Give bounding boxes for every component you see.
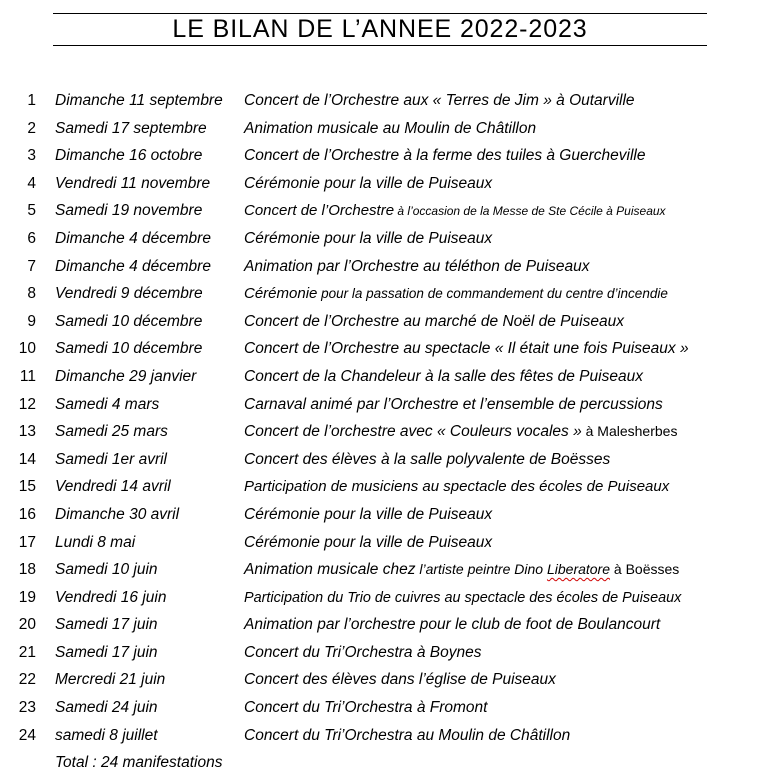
event-row bbox=[0, 612, 757, 640]
event-description-part: à Boësses bbox=[610, 561, 680, 578]
event-number: 22 bbox=[18, 671, 36, 689]
event-row bbox=[0, 667, 757, 695]
event-description-part: pour la passation de commandement du centre d’incendie bbox=[317, 286, 668, 302]
event-date: Samedi 10 juin bbox=[55, 561, 158, 579]
event-date: Dimanche 4 décembre bbox=[55, 229, 211, 247]
event-row bbox=[0, 557, 757, 585]
event-date: Samedi 1er avril bbox=[55, 450, 167, 468]
event-description: Concert du Tri’Orchestra au Moulin de Châtillon bbox=[244, 726, 571, 744]
event-date: Dimanche 16 octobre bbox=[55, 147, 203, 165]
event-row bbox=[0, 336, 757, 364]
event-row bbox=[0, 226, 757, 254]
event-description-part: Cérémonie bbox=[244, 285, 318, 303]
event-date: Samedi 24 juin bbox=[55, 699, 158, 717]
spellcheck-word: Liberatore bbox=[546, 561, 611, 578]
event-description-part: l’artiste peintre Dino bbox=[415, 561, 547, 578]
event-list bbox=[0, 88, 757, 750]
event-date: Samedi 10 décembre bbox=[55, 312, 203, 330]
event-row bbox=[0, 419, 757, 447]
title-box bbox=[53, 13, 707, 46]
event-description: Cérémonie pour la ville de Puiseaux bbox=[244, 174, 493, 192]
event-description: Concert de l’Orchestre aux « Terres de Jim » à Outarville bbox=[244, 92, 635, 109]
event-date: Samedi 4 mars bbox=[55, 395, 160, 413]
event-description: Cérémonie pour la ville de Puiseaux bbox=[244, 533, 493, 551]
event-date: Dimanche 4 décembre bbox=[55, 257, 211, 275]
event-number: 11 bbox=[19, 367, 36, 385]
event-date: Samedi 17 juin bbox=[55, 616, 158, 634]
event-number: 6 bbox=[27, 229, 36, 247]
event-date: Mercredi 21 juin bbox=[55, 671, 166, 689]
event-row bbox=[0, 254, 757, 282]
event-description-part: à Malesherbes bbox=[581, 423, 678, 440]
event-row bbox=[0, 116, 757, 144]
event-description: Cérémonie pour la ville de Puiseaux bbox=[244, 505, 493, 523]
event-number: 10 bbox=[18, 340, 36, 358]
event-number: 5 bbox=[27, 202, 36, 220]
event-number: 8 bbox=[27, 285, 36, 303]
event-date: Samedi 10 décembre bbox=[55, 340, 203, 358]
event-description: Concert du Tri’Orchestra à Fromont bbox=[244, 699, 488, 717]
event-row bbox=[0, 392, 757, 420]
event-row bbox=[0, 502, 757, 530]
event-description: Concert des élèves dans l’église de Puiseaux bbox=[244, 671, 556, 689]
event-date: Lundi 8 mai bbox=[55, 533, 136, 551]
event-date: Samedi 17 juin bbox=[55, 643, 158, 661]
event-number: 12 bbox=[18, 395, 36, 413]
event-date: Vendredi 14 avril bbox=[55, 478, 171, 496]
event-number: 18 bbox=[18, 561, 36, 579]
event-description: Animation par l’Orchestre au téléthon de Puiseaux bbox=[244, 257, 590, 275]
event-row bbox=[0, 530, 757, 558]
event-number: 19 bbox=[18, 588, 36, 606]
event-date: Samedi 25 mars bbox=[55, 423, 168, 441]
event-number: 24 bbox=[18, 726, 36, 744]
event-row bbox=[0, 695, 757, 723]
event-row bbox=[0, 143, 757, 171]
event-description-part: à l’occasion de la Messe de Ste Cécile à Puiseaux bbox=[394, 204, 666, 219]
event-description bbox=[244, 202, 666, 220]
event-number: 15 bbox=[18, 478, 36, 496]
page-title: LE BILAN DE L’ANNEE 2022-2023 bbox=[172, 15, 588, 43]
event-description-part: Concert de l’orchestre avec « Couleurs vocales » bbox=[244, 423, 582, 441]
event-row bbox=[0, 309, 757, 337]
event-number: 16 bbox=[18, 505, 36, 523]
event-date: Dimanche 11 septembre bbox=[55, 92, 223, 109]
event-date: samedi 8 juillet bbox=[55, 726, 158, 744]
event-number: 17 bbox=[18, 533, 36, 551]
event-description: Concert de l’Orchestre à la ferme des tuiles à Guercheville bbox=[244, 147, 646, 165]
event-number: 2 bbox=[27, 119, 36, 137]
event-number: 23 bbox=[18, 699, 36, 717]
event-description-part: Concert de l’Orchestre bbox=[244, 202, 395, 220]
event-description: Animation musicale au Moulin de Châtillon bbox=[244, 119, 537, 137]
event-date: Dimanche 29 janvier bbox=[55, 367, 197, 385]
event-row bbox=[0, 447, 757, 475]
event-row bbox=[0, 171, 757, 199]
event-row bbox=[0, 198, 757, 226]
event-number: 14 bbox=[18, 450, 36, 468]
event-number: 13 bbox=[18, 423, 36, 441]
event-row bbox=[0, 474, 757, 502]
event-date: Vendredi 16 juin bbox=[55, 588, 167, 606]
event-row bbox=[0, 88, 757, 116]
event-number: 9 bbox=[27, 312, 36, 330]
event-description: Animation par l’orchestre pour le club de foot de Boulancourt bbox=[244, 616, 661, 634]
total-summary: Total : 24 manifestations bbox=[55, 754, 223, 771]
event-number: 20 bbox=[18, 616, 36, 634]
event-description: Concert de l’Orchestre au marché de Noël de Puiseaux bbox=[244, 312, 624, 330]
event-description bbox=[244, 561, 679, 579]
event-description: Cérémonie pour la ville de Puiseaux bbox=[244, 229, 493, 247]
event-date: Vendredi 11 novembre bbox=[55, 174, 211, 192]
event-row bbox=[0, 585, 757, 613]
event-description bbox=[244, 423, 677, 441]
event-date: Samedi 19 novembre bbox=[55, 202, 203, 220]
event-description: Concert de l’Orchestre au spectacle « Il était une fois Puiseaux » bbox=[244, 340, 689, 358]
event-description-part: Animation musicale chez bbox=[244, 561, 416, 579]
event-description: Concert de la Chandeleur à la salle des fêtes de Puiseaux bbox=[244, 367, 643, 385]
event-description bbox=[244, 285, 668, 303]
event-row bbox=[0, 281, 757, 309]
event-date: Vendredi 9 décembre bbox=[55, 285, 203, 303]
event-number: 21 bbox=[18, 643, 36, 661]
event-row bbox=[0, 723, 757, 751]
event-number: 3 bbox=[27, 147, 36, 165]
event-description: Participation du Trio de cuivres au spectacle des écoles de Puiseaux bbox=[244, 589, 682, 606]
event-description: Carnaval animé par l’Orchestre et l’ensemble de percussions bbox=[244, 395, 663, 413]
event-date: Dimanche 30 avril bbox=[55, 505, 180, 523]
event-row bbox=[0, 640, 757, 668]
event-description: Concert du Tri’Orchestra à Boynes bbox=[244, 643, 482, 661]
event-number: 7 bbox=[27, 257, 36, 275]
event-description: Participation de musiciens au spectacle des écoles de Puiseaux bbox=[244, 478, 670, 496]
event-date: Samedi 17 septembre bbox=[55, 119, 207, 137]
event-description: Concert des élèves à la salle polyvalente de Boësses bbox=[244, 450, 611, 468]
event-number: 4 bbox=[27, 174, 36, 192]
event-row bbox=[0, 364, 757, 392]
event-number: 1 bbox=[27, 92, 36, 109]
